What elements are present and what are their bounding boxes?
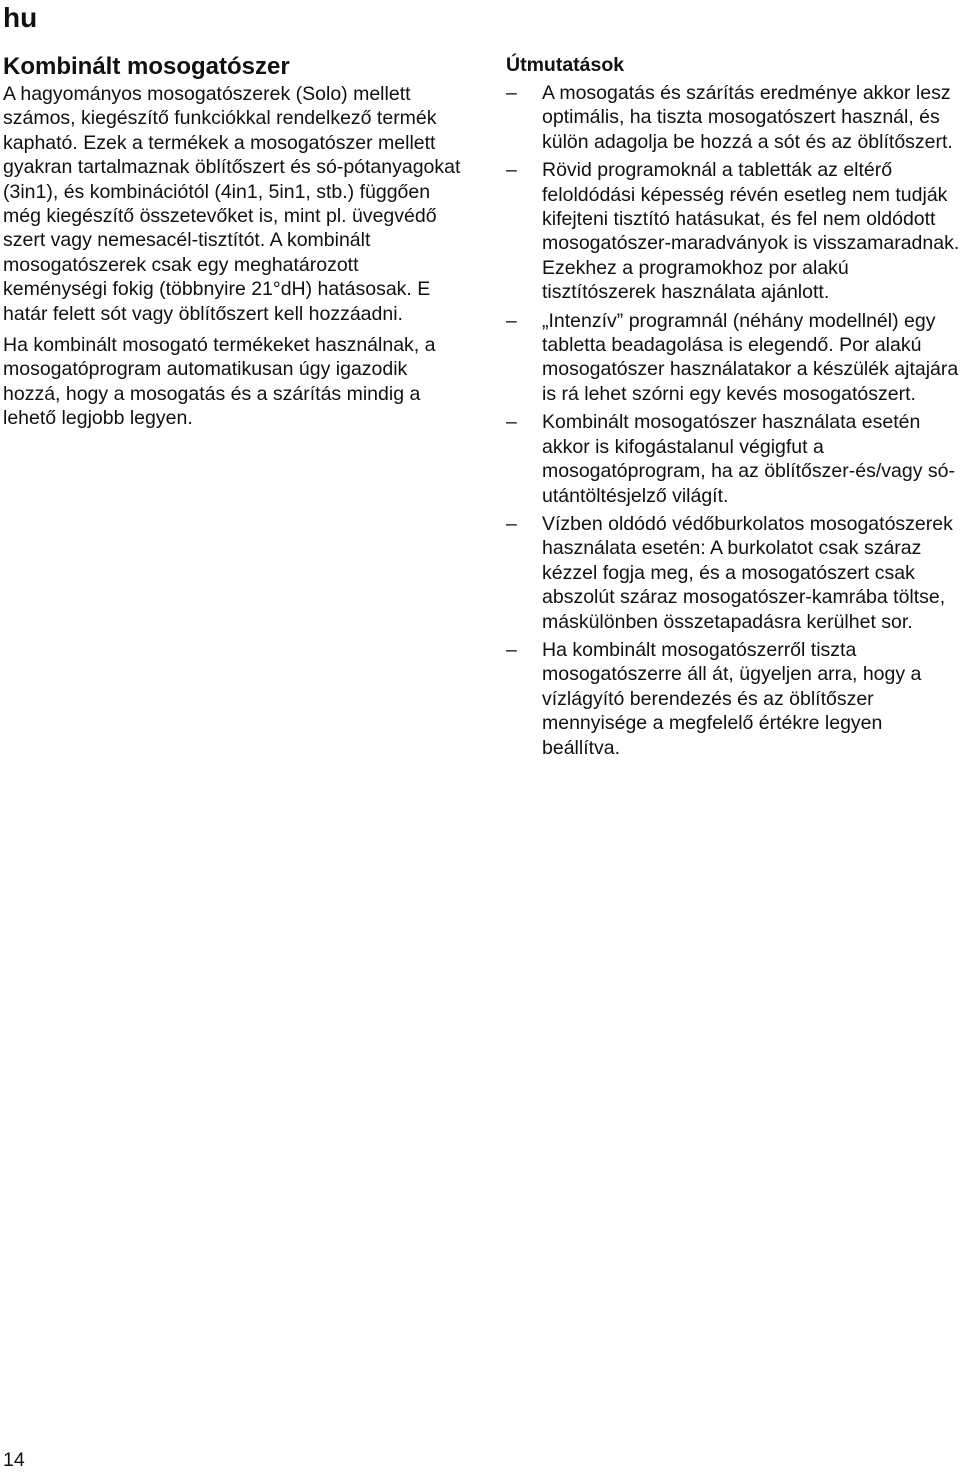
dash-marker: – — [506, 512, 517, 535]
page-number: 14 — [3, 1449, 25, 1471]
right-column — [506, 52, 960, 764]
list-item-text: Ha kombinált mosogatószerről tiszta mosogatószerre áll át, ügyeljen arra, hogy a vízlágyító berendezés és az öblítőszer mennyisége a megfelelő értékre legyen beállítva. — [542, 638, 922, 759]
dash-marker: – — [506, 411, 517, 434]
list-item — [506, 410, 960, 508]
instructions-list — [506, 81, 960, 760]
list-item-text: Kombinált mosogatószer használata esetén akkor is kifogástalanul végigfut a mosogatóprogram, ha az öblítőszer-és/vagy só-utántöltésjelző világít. — [542, 411, 955, 507]
list-item — [506, 81, 960, 154]
list-item-text: Vízben oldódó védőburkolatos mosogatószerek használata esetén: A burkolatot csak száraz kézzel fogja meg, és a mosogatószert csak abszolút száraz mosogatószer-kamrába töltse, máskülönben összetapadásra kerülhet sor. — [542, 512, 953, 633]
section-title: Kombinált mosogatószer — [3, 53, 290, 80]
left-column — [3, 52, 465, 438]
dash-marker: – — [506, 309, 517, 332]
list-item-text: „Intenzív” programnál (néhány modellnél) egy tabletta beadagolása is elegendő. Por alakú mosogatószer használatakor a készülék ajtajára is rá lehet szórni egy kevés mosogatószert. — [542, 309, 959, 405]
list-item-text: Rövid programoknál a tabletták az eltérő feloldódási képesség révén esetleg nem tudják kifejteni tisztító hatásukat, és fel nem oldódott mosogatószer-maradványok is visszamaradnak. Ezekhez a programokhoz por alakú tisztítószerek használata ajánlott. — [542, 159, 960, 304]
usage-paragraph: Ha kombinált mosogató termékeket használnak, a mosogatóprogram automatikusan úgy igazodik hozzá, hogy a mosogatás és a szárítás mindig a lehető legjobb legyen. — [3, 334, 436, 430]
instructions-heading: Útmutatások — [506, 54, 625, 76]
dash-marker: – — [506, 159, 517, 182]
intro-paragraph: A hagyományos mosogatószerek (Solo) mellett számos, kiegészítő funkciókkal rendelkező termék kapható. Ezek a termékek a mosogatószer mellett gyakran tartalmaznak öblítőszert és só-pótanyagokat (3in1), és kombinációtól (4in1, 5in1, stb.) függően még kiegészítő összetevőket is, mint pl. üvegvédő szert vagy nemesacél-tisztítót. A kombinált mosogatószerek csak egy meghatározott keménységi fokig (többnyire 21°dH) hatásosak. E határ felett sót vagy öblítőszert kell hozzáadni. — [3, 83, 461, 325]
list-item — [506, 309, 960, 407]
language-code: hu — [3, 2, 38, 33]
dash-marker: – — [506, 82, 517, 104]
list-item — [506, 158, 960, 304]
list-item — [506, 638, 960, 760]
list-item — [506, 512, 960, 634]
dash-marker: – — [506, 638, 517, 661]
list-item-text: A mosogatás és szárítás eredménye akkor lesz optimális, ha tiszta mosogatószert használ, és külön adagolja be hozzá a sót és az öblítőszert. — [542, 82, 953, 153]
